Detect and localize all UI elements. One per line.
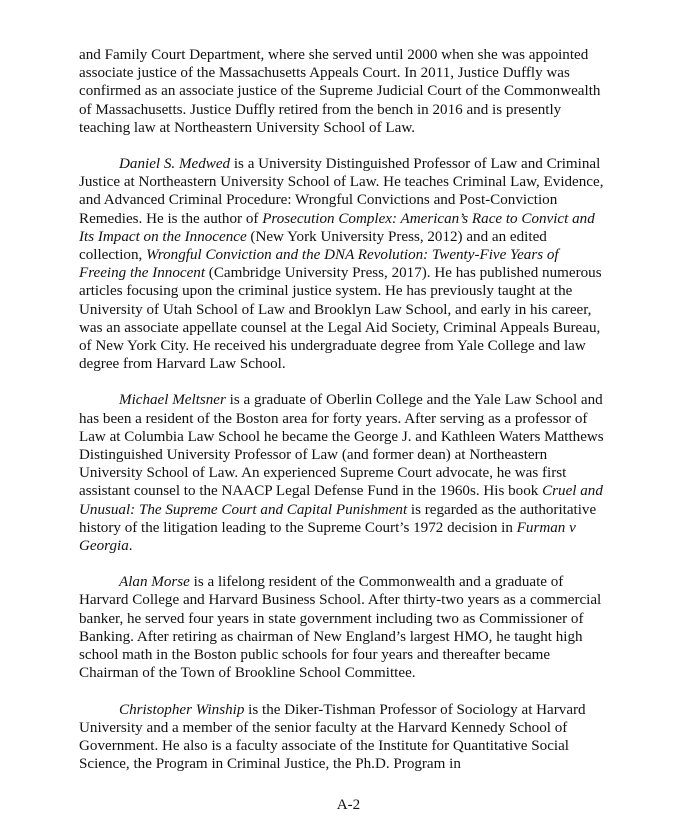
text-segment: . [128, 538, 133, 555]
page-number: A-2 [336, 797, 361, 813]
text-segment: is a graduate of Oberlin College and the Yale Law School and has been a resident of the Boston area for forty years. After serving as a professor of Law at Columbia Law School he became the George J. and Kathleen Waters Matthews Distinguished University Professor of Law (and former dean) at Northeastern University School of Law. An experienced Supreme Court advocate, he was first assistant counsel to the NAACP Legal Defense Fund in the 1960s. His book [79, 392, 604, 500]
paragraph-morse-bio [79, 573, 609, 682]
book-title: Wrongful Conviction and the DNA Revolution: Twenty-Five Years of Freeing the Innocent [79, 247, 559, 282]
text-segment: and Family Court Department, where she served until 2000 when she was appointed associate justice of the Massachusetts Appeals Court. In 2011, Justice Duffly was confirmed as an associate justice of the Supreme Judicial Court of the Commonwealth of Massachusetts. Justice Duffly retired from the bench in 2016 and is presently teaching law at Northeastern University School of Law. [79, 47, 601, 136]
person-name-meltsner: Michael Meltsner [119, 392, 226, 409]
paragraph-meltsner-bio [79, 391, 609, 555]
paragraph-duffly-continued [79, 46, 609, 137]
person-name-morse: Alan Morse [119, 574, 190, 591]
text-segment: is a lifelong resident of the Commonwealth and a graduate of Harvard College and Harvard Business School. After thirty-two years as a commercial banker, he served four years in state government including two as Commissioner of Banking. After retiring as chairman of New England’s largest HMO, he taught high school math in the Boston public schools for four years and thereafter became Chairman of the Town of Brookline School Committee. [79, 574, 602, 682]
paragraph-medwed-bio [79, 155, 609, 373]
text-segment: (Cambridge University Press, 2017). He has published numerous articles focusing upon the criminal justice system. He has previously taught at the University of Utah School of Law and Brooklyn Law School, and early in his career, was an associate appellate counsel at the Legal Aid Society, Criminal Appeals Bureau, of New York City. He received his undergraduate degree from Yale College and law degree from Harvard Law School. [79, 265, 602, 373]
case-name: Furman v Georgia [79, 519, 576, 555]
text-segment: is regarded as the authoritative history of the litigation leading to the Supreme Court’s 1972 decision in [79, 501, 597, 536]
document-body [79, 46, 609, 791]
text-segment: (New York University Press, 2012) and an edited collection, [79, 228, 547, 264]
paragraph-winship-bio [79, 701, 609, 774]
person-name-medwed: Daniel S. Medwed [119, 156, 231, 173]
person-name-winship: Christopher Winship [119, 701, 245, 718]
book-title: Cruel and Unusual: The Supreme Court and Capital Punishment [79, 483, 603, 518]
text-segment: is a University Distinguished Professor of Law and Criminal Justice at Northeastern University School of Law. He teaches Criminal Law, Evidence, and Advanced Criminal Procedure: Wrongful Convictions and Post-Conviction Remedies. He is the author of [79, 156, 604, 227]
text-segment: is the Diker-Tishman Professor of Sociology at Harvard University and a member of the senior faculty at the Harvard Kennedy School of Government. He also is a faculty associate of the Institute for Quantitative Social Science, the Program in Criminal Justice, the Ph.D. Program in [79, 701, 586, 773]
book-title: Prosecution Complex: American’s Race to Convict and Its Impact on the Innocence [79, 210, 595, 245]
